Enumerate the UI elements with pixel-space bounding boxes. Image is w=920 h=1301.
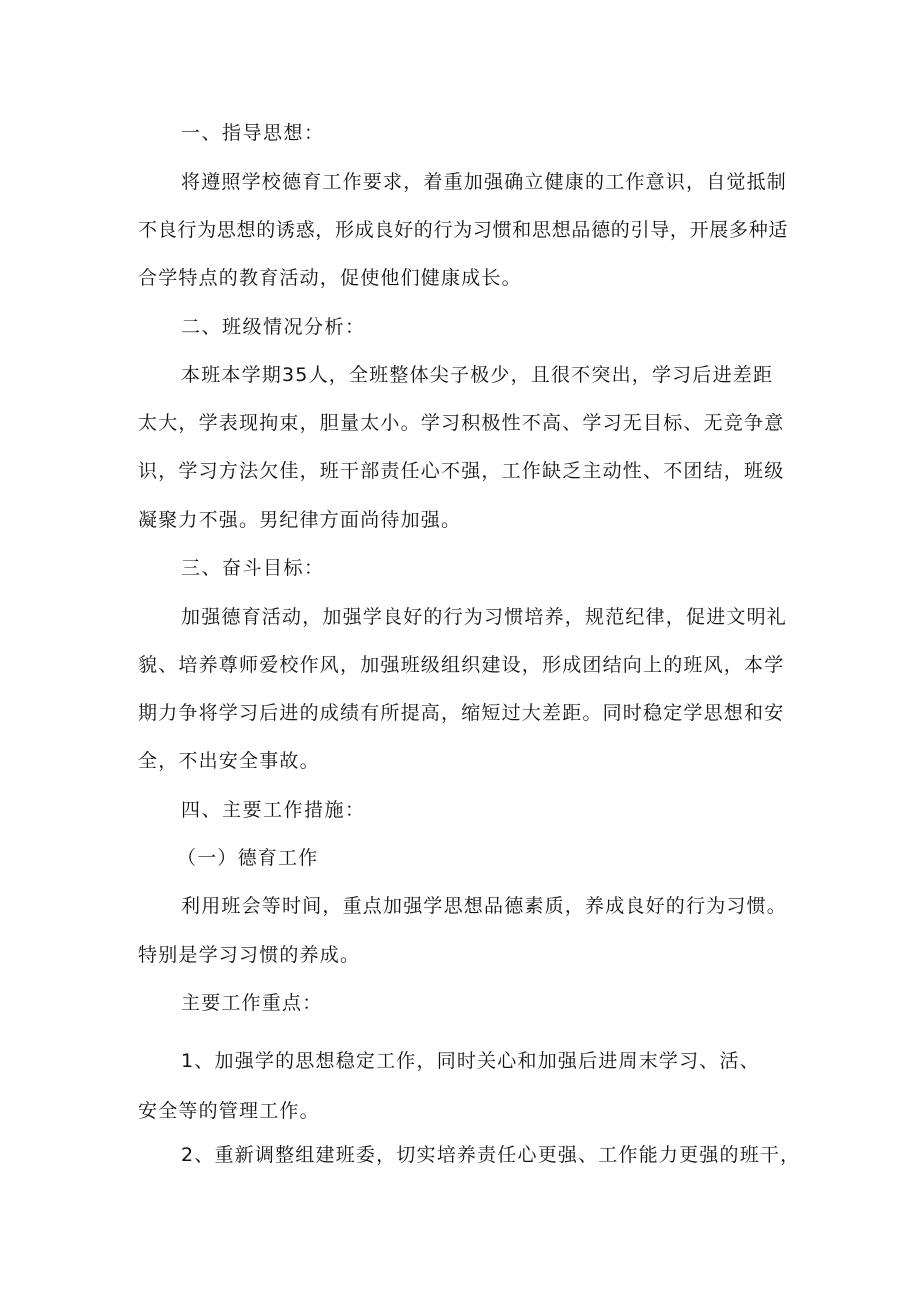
paragraph-line: 期力争将学习后进的成绩有所提高，缩短过大差距。同时稳定学思想和安 [138,702,785,724]
list-item-1: 1、加强学的思想稳定工作，同时关心和加强后进周末学习、活、 [181,1050,760,1072]
paragraph-line: 特别是学习习惯的养成。 [138,944,361,966]
paragraph-line: 太大，学表现拘束，胆量太小。学习积极性不高、学习无目标、无竞争意 [138,412,785,434]
paragraph-line: 将遵照学校德育工作要求，着重加强确立健康的工作意识，自觉抵制 [181,171,788,193]
section-heading-measures: 四、主要工作措施： [181,799,366,821]
paragraph-line: 不良行为思想的诱惑，形成良好的行为习惯和思想品德的引导，开展多种适 [138,219,789,241]
section-heading-guiding-thought: 一、指导思想： [181,122,325,144]
paragraph-line: 利用班会等时间，重点加强学思想品德素质，养成良好的行为习惯。 [181,895,788,917]
paragraph-line: 貌、培养尊师爱校作风，加强班级组织建设，形成团结向上的班风，本学 [138,654,785,676]
paragraph-line: 本班本学期35人，全班整体尖子极少，且很不突出，学习后进差距 [181,364,774,386]
subsection-heading-key-points: 主要工作重点： [181,992,323,1014]
list-item-1-continuation: 安全等的管理工作。 [138,1100,320,1122]
section-heading-goals: 三、奋斗目标： [181,557,325,579]
paragraph-line: 凝聚力不强。男纪律方面尚待加强。 [138,509,462,531]
paragraph-line: 全，不出安全事故。 [138,750,320,772]
paragraph-line: 加强德育活动，加强学良好的行为习惯培养，规范纪律，促进文明礼 [181,606,788,628]
subsection-heading-moral-education: （一）德育工作 [177,847,319,869]
paragraph-line: 识，学习方法欠佳，班干部责任心不强，工作缺乏主动性、不团结，班级 [138,460,785,482]
paragraph-line: 合学特点的教育活动，促使他们健康成长。 [138,267,522,289]
section-heading-class-analysis: 二、班级情况分析： [181,316,366,338]
list-item-2: 2、重新调整组建班委，切实培养责任心更强、工作能力更强的班干， [181,1144,801,1166]
